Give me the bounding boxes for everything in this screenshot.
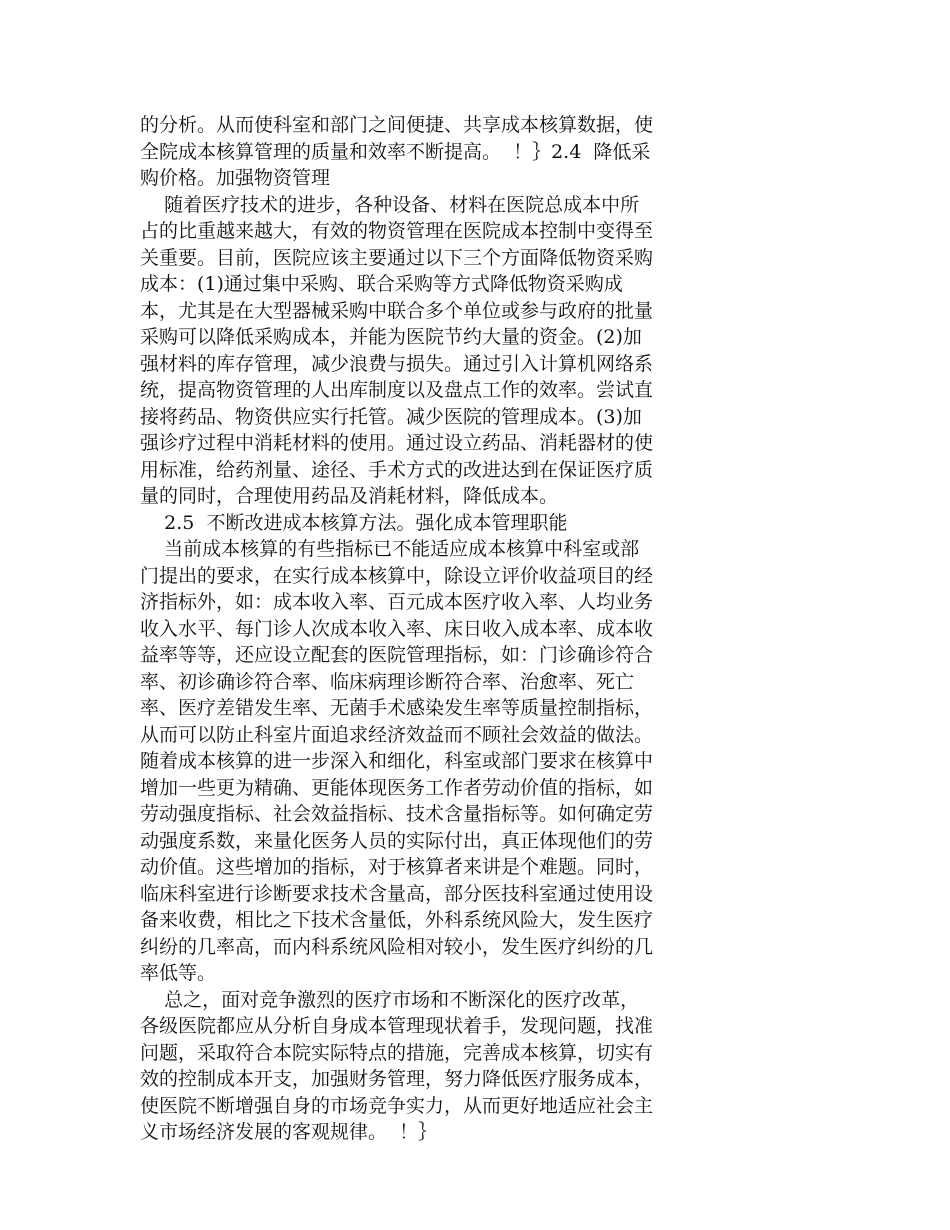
text-line: 使医院不断增强自身的市场竞争实力，从而更好地适应社会主 [140, 1094, 654, 1117]
text-line: 关重要。目前，医院应该主要通过以下三个方面降低物资采购 [140, 246, 654, 269]
text-line: 临床科室进行诊断要求技术含量高，部分医技科室通过使用设 [140, 882, 654, 905]
text-line: 强诊疗过程中消耗材料的使用。通过设立药品、消耗器材的使 [140, 432, 654, 454]
text-line: 从而可以防止科室片面追求经济效益而不顾社会效益的做法。 [140, 723, 654, 746]
paragraph-start-line: 当前成本核算的有些指标已不能适应成本核算中科室或部 [140, 538, 640, 560]
text-line: 用标准，给药剂量、途径、手术方式的改进达到在保证医疗质 [140, 458, 654, 481]
text-line: 占的比重越来越大，有效的物资管理在医院成本控制中变得至 [140, 220, 654, 242]
text-line: 量的同时，合理使用药品及消耗材料，降低成本。 [140, 485, 559, 507]
section-heading-line: 2.5 不断改进成本核算方法。强化成本管理职能 [140, 511, 568, 534]
text-line: 动价值。这些增加的指标，对于核算者来讲是个难题。同时， [140, 856, 654, 878]
text-line: 率低等。 [140, 962, 217, 984]
text-line: 问题，采取符合本院实际特点的措施，完善成本核算，切实有 [140, 1041, 654, 1064]
text-line: 各级医院都应从分析自身成本管理现状着手，发现问题，找准 [140, 1015, 654, 1037]
text-line: 济指标外，如：成本收入率、百元成本医疗收入率、人均业务 [140, 591, 654, 613]
text-line: 采购可以降低采购成本，并能为医院节约大量的资金。(2)加 [140, 326, 642, 348]
text-line: 效的控制成本开支，加强财务管理，努力降低医疗服务成本， [140, 1068, 654, 1090]
paragraph-start-line: 随着医疗技术的进步，各种设备、材料在医院总成本中所 [140, 193, 640, 216]
text-line: 全院成本核算管理的质量和效率不断提高。 ！｝2.4 降低采 [140, 140, 651, 163]
text-line: 接将药品、物资供应实行托管。减少医院的管理成本。(3)加 [140, 405, 642, 428]
text-line: 收入水平、每门诊人次成本收入率、床日收入成本率、成本收 [140, 617, 654, 640]
text-line: 动强度系数，来量化医务人员的实际付出，真正体现他们的劳 [140, 829, 654, 852]
text-line: 纠纷的几率高，而内科系统风险相对较小，发生医疗纠纷的几 [140, 935, 654, 958]
paragraph-start-line: 总之，面对竞争激烈的医疗市场和不断深化的医疗改革， [140, 988, 640, 1011]
text-line: 本，尤其是在大型器械采购中联合多个单位或参与政府的批量 [140, 299, 654, 322]
text-line: 劳动强度指标、社会效益指标、技术含量指标等。如何确定劳 [140, 803, 654, 825]
text-line: 备来收费，相比之下技术含量低，外科系统风险大，发生医疗 [140, 909, 654, 931]
text-line: 率、医疗差错发生率、无菌手术感染发生率等质量控制指标， [140, 697, 654, 719]
text-line: 增加一些更为精确、更能体现医务工作者劳动价值的指标，如 [140, 776, 654, 799]
document-body [140, 112, 740, 1146]
text-line: 统，提高物资管理的人出库制度以及盘点工作的效率。尝试直 [140, 379, 654, 401]
section-heading-line: 购价格。加强物资管理 [140, 167, 331, 189]
text-line: 的分析。从而使科室和部门之间便捷、共享成本核算数据，使 [140, 114, 654, 136]
text-line: 成本：(1)通过集中采购、联合采购等方式降低物资采购成 [140, 273, 623, 295]
text-line: 率、初诊确诊符合率、临床病理诊断符合率、治愈率、死亡 [140, 670, 635, 693]
text-line: 义市场经济发展的客观规律。 ！｝ [140, 1121, 438, 1143]
text-line: 门提出的要求，在实行成本核算中，除设立评价收益项目的经 [140, 564, 654, 587]
text-line: 随着成本核算的进一步深入和细化，科室或部门要求在核算中 [140, 750, 654, 772]
text-line: 益率等等，还应设立配套的医院管理指标，如：门诊确诊符合 [140, 644, 654, 666]
text-line: 强材料的库存管理，减少浪费与损失。通过引入计算机网络系 [140, 352, 654, 375]
